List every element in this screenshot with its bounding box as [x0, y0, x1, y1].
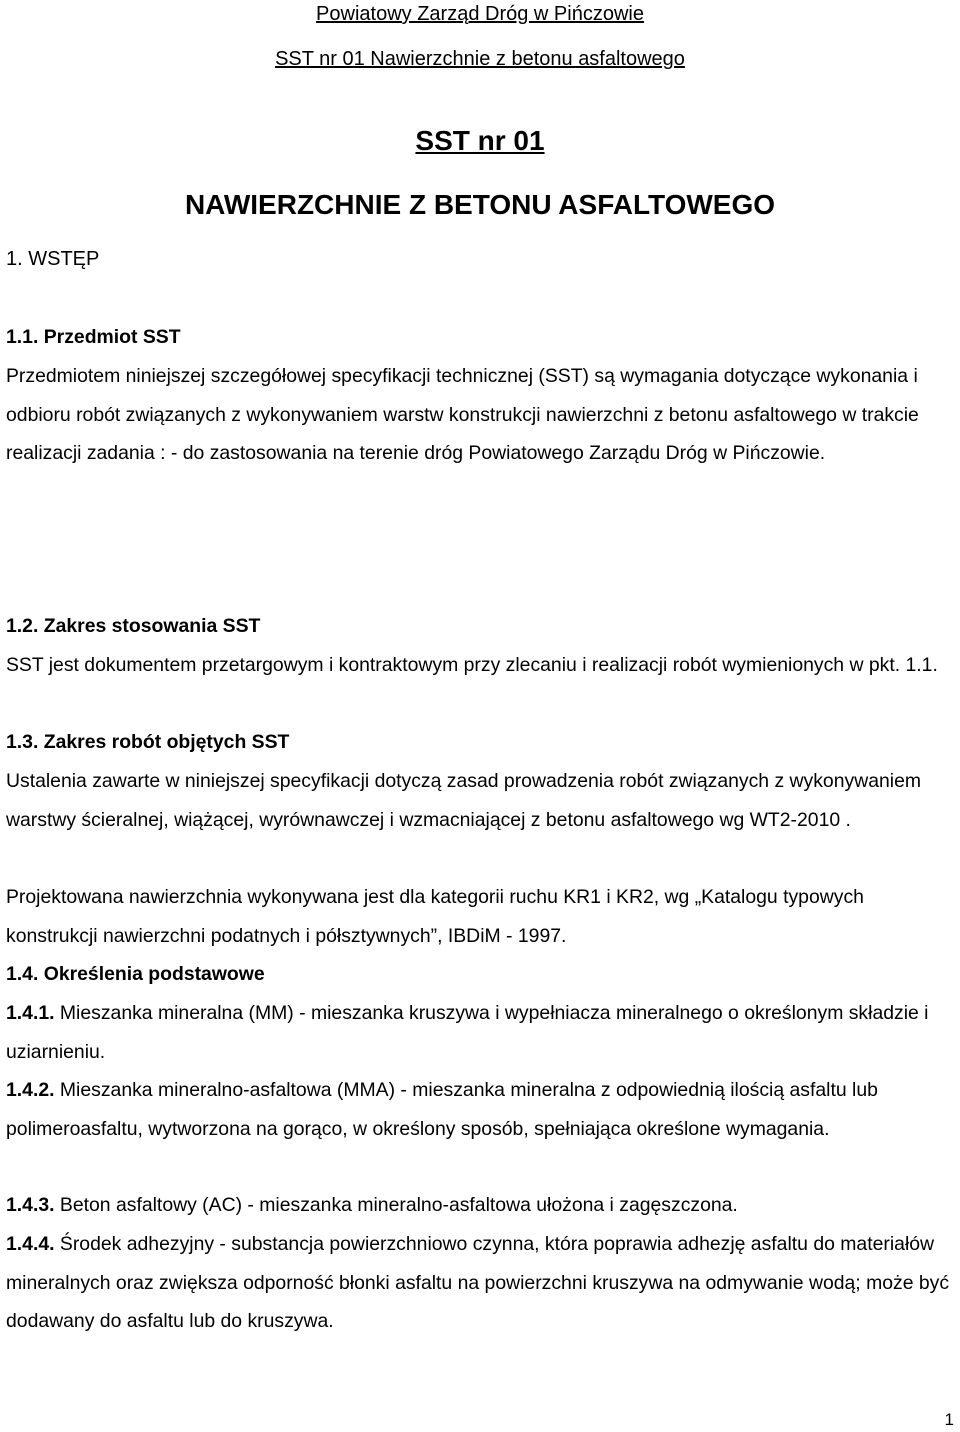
definition-1-4-1 [6, 994, 958, 1071]
section-heading-1-3: 1.3. Zakres robót objętych SST [6, 731, 290, 753]
section-heading-wstep: 1. WSTĘP [6, 248, 100, 270]
section-body-1-3-b: Projektowana nawierzchnia wykonywana jest dla kategorii ruchu KR1 i KR2, wg „Katalogu typowych konstrukcji nawierzchni podatnych i półsztywnych”, IBDiM - 1997. [6, 886, 864, 947]
document-name-title: NAWIERZCHNIE Z BETONU ASFALTOWEGO [184, 189, 776, 220]
definition-text: Mieszanka mineralna (MM) - mieszanka kruszywa i wypełniacza mineralnego o określonym składzie i uziarnieniu. [6, 1002, 929, 1063]
header-organization: Powiatowy Zarząd Dróg w Pińczowie [316, 3, 644, 25]
section-body-1-3-a: Ustalenia zawarte w niniejszej specyfikacji dotyczą zasad prowadzenia robót związanych z wykonywaniem warstwy ścieralnej, wiążącej, wyrównawczej i wzmacniającej z betonu asfaltowego wg WT2-2010 . [6, 770, 922, 831]
section-heading-1-1: 1.1. Przedmiot SST [6, 326, 181, 348]
definition-number: 1.4.4. [6, 1233, 55, 1255]
definition-1-4-2 [6, 1071, 958, 1148]
definition-number: 1.4.2. [6, 1079, 55, 1101]
section-heading-1-2: 1.2. Zakres stosowania SST [6, 615, 261, 637]
definition-number: 1.4.1. [6, 1002, 55, 1024]
definition-text: Beton asfaltowy (AC) - mieszanka mineralno-asfaltowa ułożona i zagęszczona. [59, 1194, 738, 1216]
definition-number: 1.4.3. [6, 1194, 55, 1216]
document-code-title: SST nr 01 [415, 125, 545, 156]
definition-1-4-3 [6, 1186, 958, 1225]
header-document-ref: SST nr 01 Nawierzchnie z betonu asfaltowego [275, 48, 685, 70]
definition-text: Środek adhezyjny - substancja powierzchniowo czynna, która poprawia adhezję asfaltu do materiałów mineralnych oraz zwiększa odporność błonki asfaltu na powierzchni kruszywa na odmywanie wodą; może być dodawany do asfaltu lub do kruszywa. [6, 1233, 950, 1333]
page-number: 1 [944, 1410, 954, 1429]
section-heading-1-4: 1.4. Określenia podstawowe [6, 963, 265, 985]
section-body-1-2: SST jest dokumentem przetargowym i kontraktowym przy zlecaniu i realizacji robót wymienionych w pkt. 1.1. [6, 654, 938, 676]
section-body-1-1: Przedmiotem niniejszej szczegółowej specyfikacji technicznej (SST) są wymagania dotyczące wykonania i odbioru robót związanych z wykonywaniem warstw konstrukcji nawierzchni z betonu asfaltowego w trakcie realizacji zadania : - do zastosowania na terenie dróg Powiatowego Zarządu Dróg w Pińczowie. [6, 365, 919, 465]
definition-text: Mieszanka mineralno-asfaltowa (MMA) - mieszanka mineralna z odpowiednią ilością asfaltu lub polimeroasfaltu, wytworzona na gorąco, w określony sposób, spełniająca określone wymagania. [6, 1079, 878, 1140]
definition-1-4-4 [6, 1225, 958, 1341]
